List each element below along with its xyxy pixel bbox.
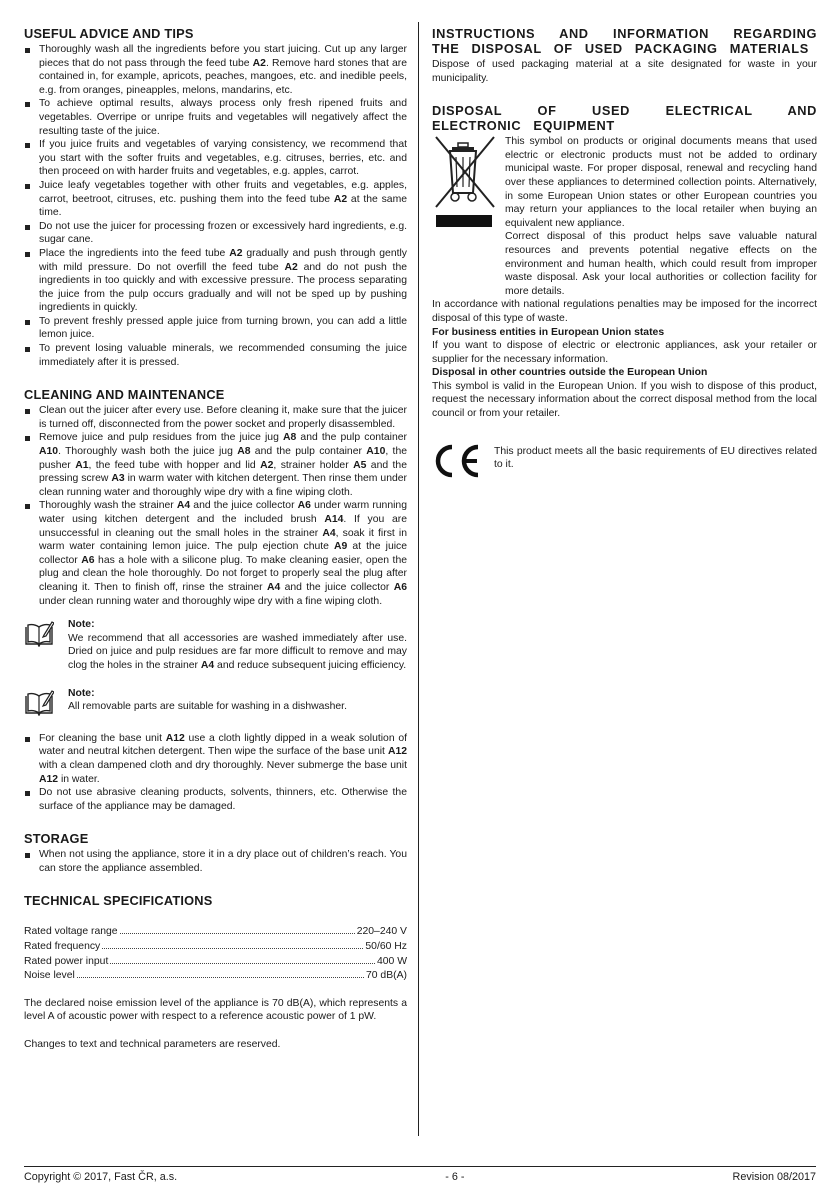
spec-value: 70 dB(A) (365, 970, 407, 982)
page-footer (24, 1166, 816, 1183)
part-ref: A2 (284, 261, 298, 273)
storage-list (24, 848, 407, 875)
list-item: If you juice fruits and vegetables of varying consistency, we recommend that you start with the softer fruits and vegetables, e.g. citruses, berries, etc. and then proceed on with harder fruits and vegetables, e.g. apples, carrot. (24, 138, 407, 179)
business-title: For business entities in European Union states (432, 326, 665, 338)
packaging-text: Dispose of used packaging material at a site designated for waste in your municipality. (432, 59, 817, 84)
part-ref: A12 (165, 732, 185, 744)
spec-value: 220–240 V (356, 926, 407, 938)
left-column (24, 26, 407, 1052)
part-ref: A14 (324, 514, 344, 525)
note-text: All removable parts are suitable for washing in a dishwasher. (68, 701, 347, 713)
spec-row (24, 968, 407, 983)
part-ref: A10 (366, 446, 386, 458)
list-item: For cleaning the base unit A12 use a cloth lightly dipped in a weak solution of water and neutral kitchen detergent. Then wipe the surface of the base unit A12 with a clean dampened cloth and dry thoroughly. Never submerge the base unit A12 in water. (24, 732, 407, 786)
part-ref: A2 (260, 459, 274, 471)
dot-leader (120, 924, 355, 934)
business-text: If you want to dispose of electric or electronic appliances, ask your retailer or supplier for the necessary information. (432, 340, 817, 365)
weee-text-2: Correct disposal of this product helps save valuable natural resources and prevents potential negative effects on the environment and human health, which could result from improper waste disposal. Ask your local authorities or collection facility for more details. (505, 231, 817, 297)
ce-mark-icon (432, 443, 484, 479)
list-item: When not using the appliance, store it in a dry place out of children’s reach. You can store the appliance assembled. (24, 848, 407, 875)
outside-eu-title: Disposal in other countries outside the European Union (432, 367, 708, 379)
part-ref: A6 (393, 581, 407, 593)
part-ref: A6 (81, 554, 95, 566)
cleaning-list-2 (24, 732, 407, 814)
dot-leader (110, 954, 375, 964)
spec-row (24, 939, 407, 954)
list-item: Do not use the juicer for processing frozen or excessively hard ingredients, e.g. sugar cane. (24, 220, 407, 247)
right-column (432, 26, 817, 479)
part-ref: A4 (176, 500, 191, 512)
specs-table (24, 924, 407, 982)
list-item: Juice leafy vegetables together with other fruits and vegetables, e.g. apples, carrot, beetroot, citruses, etc. pushing them into the feed tube A2 at the same time. (24, 179, 407, 220)
ce-text: This product meets all the basic requirements of EU directives related to it. (494, 445, 817, 471)
part-ref: A1 (75, 459, 89, 471)
note-box (24, 687, 407, 714)
list-item: To prevent losing valuable minerals, we recommended consuming the juice immediately after it is pressed. (24, 342, 407, 369)
noise-text: The declared noise emission level of the appliance is 70 dB(A), which represents a level A of acoustic power with respect to a reference acoustic power of 1 pW. (24, 997, 407, 1023)
advice-title: USEFUL ADVICE AND TIPS (24, 26, 194, 41)
spec-value: 400 W (376, 955, 407, 967)
advice-list (24, 43, 407, 369)
crossed-bin-icon (432, 135, 498, 229)
weee-text-1: This symbol on products or original documents means that used electric or electronic products must not be added to ordinary municipal waste. For proper disposal, renewal and recycling hand over these appliances to determined collection points. Alternatively, in some European Union states or other European countries you may return your appliances to the local retailer when buying an equivalent new appliance. (505, 136, 817, 229)
note-box (24, 618, 407, 672)
part-ref: A6 (297, 500, 311, 512)
part-ref: A2 (333, 193, 348, 205)
copyright: Copyright © 2017, Fast ČR, a.s. (24, 1171, 178, 1183)
list-item: Do not use abrasive cleaning products, solvents, thinners, etc. Otherwise the surface of the appliance may be damaged. (24, 786, 407, 813)
part-ref: A9 (334, 541, 348, 553)
weee-title: DISPOSAL OF USED ELECTRICAL AND ELECTRONIC EQUIPMENT (432, 103, 817, 134)
specs-title: TECHNICAL SPECIFICATIONS (24, 893, 213, 909)
note-text: We recommend that all accessories are washed immediately after use. Dried on juice and pulp residues are far more difficult to remove and may clog the holes in the strainer A4 and reduce subsequent juicing efficiency. (68, 632, 407, 671)
weee-block (432, 135, 817, 298)
part-ref: A12 (39, 773, 59, 785)
cleaning-title: CLEANING AND MAINTENANCE (24, 387, 225, 403)
list-item: Remove juice and pulp residues from the juice jug A8 and the pulp container A10. Thoroughly wash both the juice jug A8 and the pulp container A10, the pusher A1, the feed tube with hopper and lid A2, strainer holder A5 and the pressing screw A3 in warm water with kitchen detergent. Then rinse them under clean running water and thoroughly wipe dry with a fine wiping cloth. (24, 431, 407, 499)
part-ref: A8 (237, 446, 251, 458)
spec-value: 50/60 Hz (365, 941, 407, 953)
part-ref: A2 (229, 247, 243, 259)
note-label: Note: (68, 619, 95, 631)
spec-label: Rated power input (24, 955, 109, 967)
open-book-note-icon (24, 621, 54, 647)
outside-eu-text: This symbol is valid in the European Union. If you wish to dispose of this product, request the necessary information about the correct disposal method from the local council or from your retailer. (432, 380, 817, 420)
list-item: To prevent freshly pressed apple juice from turning brown, you can add a little lemon juice. (24, 315, 407, 342)
storage-title: STORAGE (24, 831, 89, 847)
revision: Revision 08/2017 (732, 1171, 816, 1183)
packaging-title: INSTRUCTIONS AND INFORMATION REGARDING THE DISPOSAL OF USED PACKAGING MATERIALS (432, 26, 817, 56)
changes-text: Changes to text and technical parameters are reserved. (24, 1039, 281, 1051)
list-item: Clean out the juicer after every use. Before cleaning it, make sure that the juicer is turned off, disconnected from the power socket and properly disassembled. (24, 404, 407, 431)
part-ref: A5 (353, 459, 367, 471)
page-number: - 6 - (445, 1171, 465, 1183)
spec-row (24, 954, 407, 969)
part-ref: A4 (200, 659, 215, 671)
part-ref: A12 (387, 746, 407, 758)
spec-label: Rated voltage range (24, 926, 118, 938)
ce-block (432, 443, 817, 479)
part-ref: A10 (39, 446, 59, 458)
dot-leader (102, 939, 363, 949)
spec-row (24, 924, 407, 939)
spec-label: Noise level (24, 970, 75, 982)
part-ref: A3 (111, 473, 125, 485)
cleaning-list (24, 404, 407, 608)
list-item: Place the ingredients into the feed tube A2 gradually and push through gently with mild pressure. Do not overfill the feed tube A2 and do not push the ingredients in too quickly and with excessive pressure. The process separating the juice from the pulp occurs gradually and will not be sped up by pushing ingredients in quickly. (24, 247, 407, 315)
part-ref: A8 (283, 432, 297, 444)
list-item: Thoroughly wash all the ingredients before you start juicing. Cut up any larger pieces that do not pass through the feed tube A2. Remove hard stones that are contained in, for example, apricots, peaches, mangoes, etc. and inedible peels, e.g. from oranges, pineapples, melons, mandarins, etc. (24, 43, 407, 97)
spec-label: Rated frequency (24, 941, 101, 953)
penalty-text: In accordance with national regulations penalties may be imposed for the incorrect disposal of this type of waste. (432, 299, 817, 324)
note-label: Note: (68, 687, 95, 699)
part-ref: A2 (252, 57, 266, 69)
column-divider (418, 22, 419, 1136)
list-item: Thoroughly wash the strainer A4 and the juice collector A6 under warm running water using kitchen detergent and the included brush A14. If you are unsuccessful in cleaning out the small holes in the strainer A4, soak it first in warm water containing lemon juice. The pulp ejection chute A9 at the juice collector A6 has a hole with a silicone plug. To make cleaning easier, open the plug and clean the hole thoroughly. Do not forget to properly seal the plug after cleaning it. Then to finish off, rinse the strainer A4 and the juice collector A6 under clean running water and thoroughly wipe dry with a fine wiping cloth. (24, 499, 407, 608)
open-book-note-icon (24, 690, 54, 716)
part-ref: A4 (266, 581, 281, 593)
dot-leader (77, 968, 364, 978)
list-item: To achieve optimal results, always process only fresh ripened fruits and vegetables. Overripe or unripe fruits and vegetables will negatively affect the resulting taste of the juice. (24, 97, 407, 138)
part-ref: A4 (322, 527, 336, 539)
